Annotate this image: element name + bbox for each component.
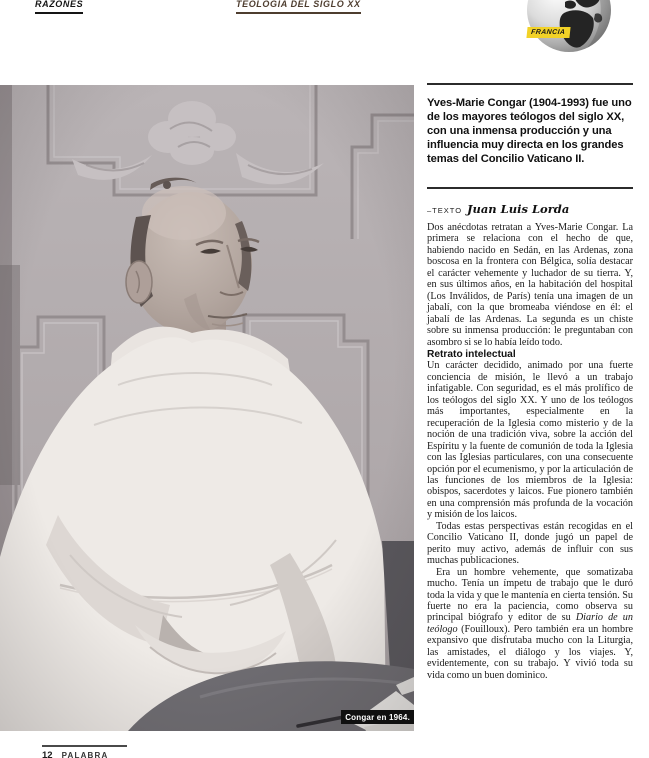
series-kicker: TEOLOGÍA DEL SIGLO XX: [236, 0, 361, 14]
article-paragraph: [427, 567, 633, 682]
article-body: [427, 222, 633, 681]
photo-caption: Congar en 1964.: [341, 710, 414, 724]
article-paragraph: Dos anécdotas retratan a Yves-Marie Congar. La primera se relaciona con el hecho de que, habiendo nacido en Sedán, en las Ardenas, zona boscosa en la frontera con Bélgica, solía destacar el carácter vehemente y luchador de su tierra. Y, en sus últimos años, en la habitación del hospital (Los Inválidos, de París) tenía una imagen de un jabalí, con la que bromeaba viéndose en él: el jabalí de las Ardenas. La segunda es un chiste sobre su inmensa producción: le preguntaban con asombro si se lo había leído todo.: [427, 222, 633, 348]
congar-photo: [0, 85, 414, 731]
section-kicker: RAZONES: [35, 0, 83, 14]
country-tag: FRANCIA: [526, 27, 570, 38]
article-subhead: Retrato intelectual: [427, 348, 516, 360]
book-title: Diario de un teólogo: [427, 612, 633, 635]
photo-illustration: [0, 85, 414, 731]
column-rule-top: [427, 83, 633, 85]
globe-icon: [527, 0, 611, 52]
byline: [427, 200, 633, 218]
footer-rule: [42, 745, 127, 747]
magazine-name: PALABRA: [61, 751, 109, 758]
column-rule-mid: [427, 187, 633, 189]
page-number: 12: [42, 750, 53, 758]
article-paragraph: Un carácter decidido, animado por una fuerte conciencia de misión, le llevó a un trabajo infatigable. Con seguridad, es el más prolífico de los teólogos del siglo XX. Y uno de los teólogos más importantes, especialmente en la recuperación de la Iglesia como misterio y de la noción de una tradición viva, sobre la acción del Espíritu y la fuente de comunión de toda la Iglesia con las Iglesias particulares, con una consecuente opción por el ecumenismo, y por la articulación de las funciones de los miembros de la Iglesia: obispos, sacerdotes y laicos. Fue pionero también en una comprensión más profunda de la vocación y misión de los laicos.: [427, 360, 633, 521]
paragraph-text: Era un hombre vehemente, que somatizaba mucho. Tenía un ímpetu de trabajo que le duró toda la vida y que le mantenía en cierta tensión. Su fuerte no era la paciencia, como observa su principal biógrafo y editor de su: [427, 566, 633, 624]
byline-label: –TEXTO: [427, 206, 463, 215]
footer: [42, 751, 109, 758]
standfirst: Yves-Marie Congar (1904-1993) fue uno de los mayores teólogos del siglo XX, con una inmensa producción y una influencia muy directa en los grandes temas del Concilio Vaticano II.: [427, 97, 632, 165]
globe-image: [527, 0, 611, 52]
paragraph-text: (Fouilloux). Pero también era un hombre expansivo que disfrutaba mucho con la Liturgia, las amistades, el diálogo y los viajes. Y, evidentemente, con su trabajo. Y vivió toda su vida como un buen dominico.: [427, 623, 633, 681]
byline-author: Juan Luis Lorda: [467, 202, 570, 216]
article-paragraph: Todas estas perspectivas están recogidas en el Concilio Vaticano II, donde jugó un papel de perito muy activo, además de influir con sus muchas publicaciones.: [427, 520, 633, 567]
